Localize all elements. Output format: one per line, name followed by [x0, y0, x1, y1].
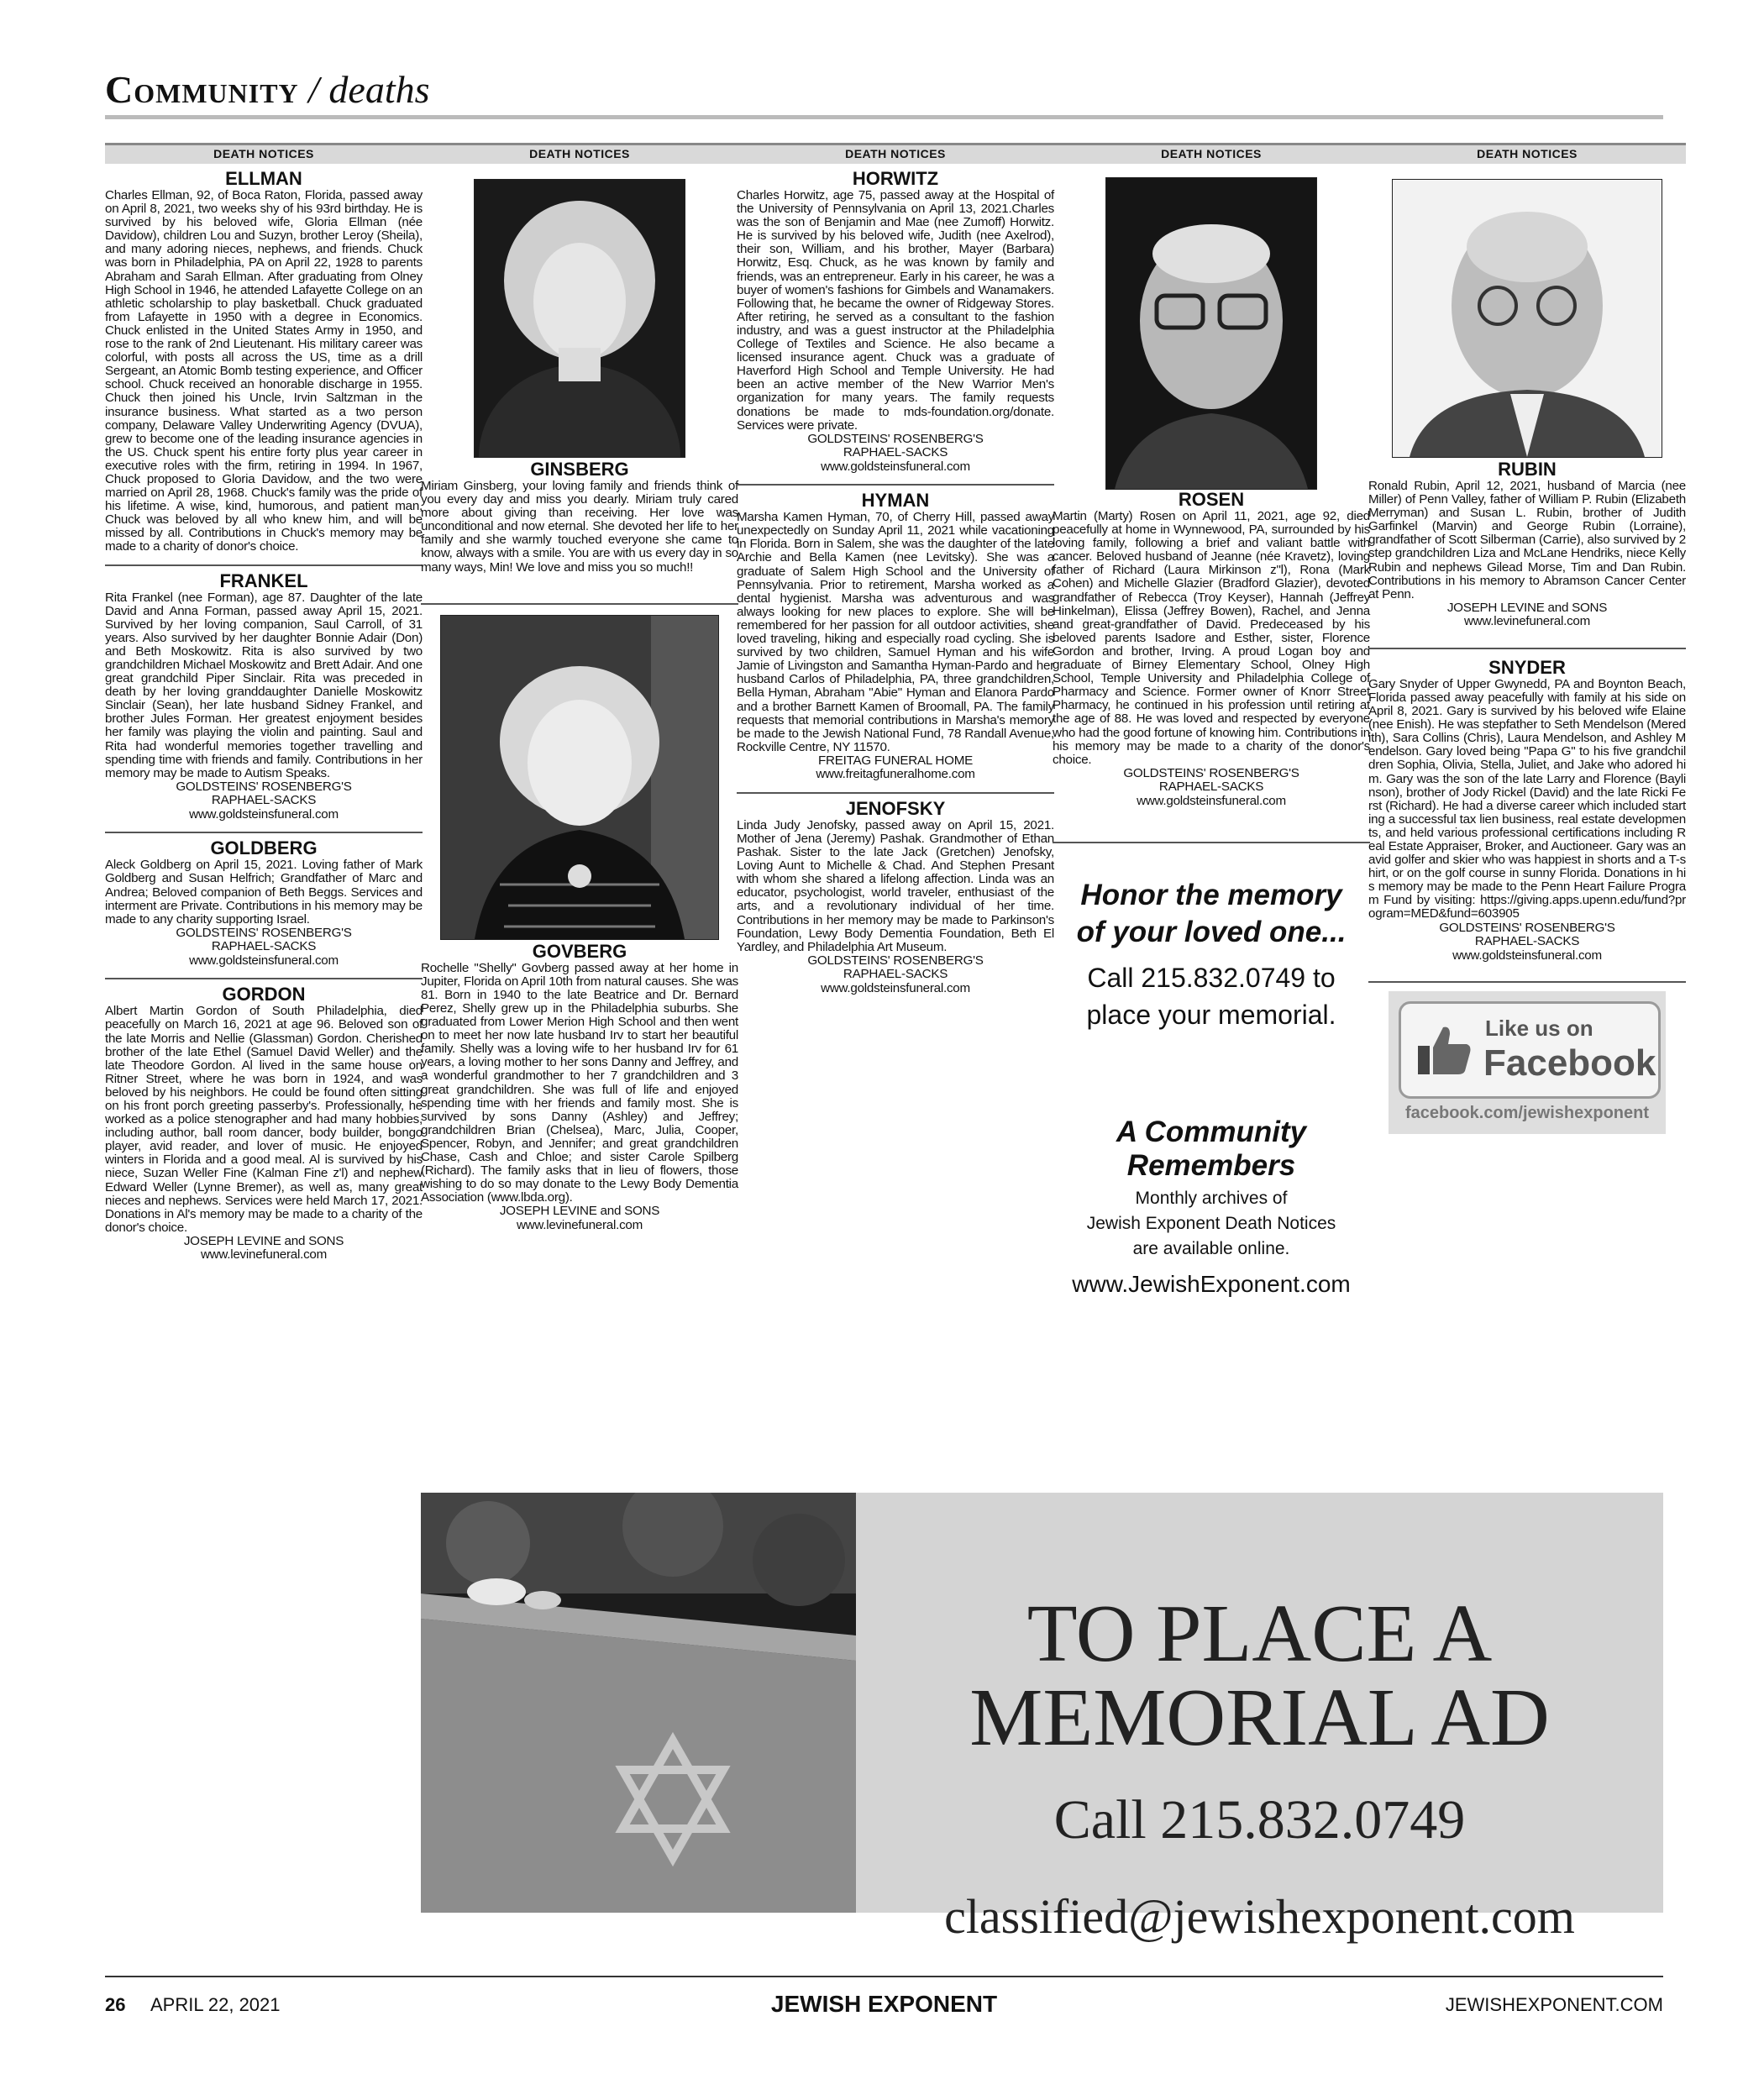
headstone-star-image — [421, 1493, 856, 1913]
obituary-text: Charles Ellman, 92, of Boca Raton, Florida, passed away on April 8, 2021, two weeks shy of his 93rd birthday. He is survived by his beloved wife, Gloria Ellman (née Davidow), children Lou and Suzyn, brother Leroy (Sheila), and many adoring nieces, nephews, and friends. Chuck was born in Philadelphia, PA on April 22, 1928 to parents Abraham and Sarah Ellman. After graduating from Olney High School in 1946, he attended Lafayette College on an athletic scholarship to play basketball. Chuck graduated from Lafayette in 1950 with a degree in Economics. Chuck enlisted in the United States Army in 1950, and rose to the rank of 2nd Lieutenant. His military career was colorful, with posts all across the US, time as a drill Sergeant, an Atomic Bomb testing experience, and Officer school. Chuck received an honorable discharge in 1955. Chuck then joined his Uncle, Irvin Saltzman in the insurance business. What started as a two person company, Delaware Valley Underwriting Agency (DVUA), grew to become one of the leading insurance agencies in the US. Chuck spent his entire forty plus year career in executive roles with the firm, retiring in 1994. In 1967, Chuck proposed to Gloria Davidow, and the two were married on April 28, 1968. Chuck's family was the pride of his lifetime. A wise, kind, humorous, and patient man, Chuck was beloved by all who knew him, and will be missed by all. Contributions in Chuck's memory may be made to a charity of donor's choice. — [105, 188, 423, 554]
funeral-home: JOSEPH LEVINE and SONS — [1446, 600, 1608, 615]
funeral-home: GOLDSTEINS' ROSENBERG'S RAPHAEL-SACKS — [176, 779, 352, 808]
obituary-text: Aleck Goldberg on April 15, 2021. Loving father of Mark Goldberg and Susan Helfrich; Grandfather of Marc and Andrea; Beloved companion of Beth Beggs. Services and interment are Private. Contributions in his memory may be made to any charity supporting Israel. — [105, 858, 423, 927]
header-rule — [105, 115, 1663, 119]
obituary-ellman — [105, 169, 423, 554]
promo-text: Call 215.832.0749 to — [1087, 963, 1336, 994]
ad-phone[interactable]: Call 215.832.0749 — [1053, 1789, 1466, 1851]
divider — [1368, 648, 1686, 649]
funeral-home: JOSEPH LEVINE and SONS — [499, 1204, 660, 1219]
funeral-home: GOLDSTEINS' ROSENBERG'S RAPHAEL-SACKS — [807, 953, 984, 982]
divider — [1053, 842, 1370, 843]
death-notices-bar: DEATH NOTICES — [1368, 143, 1686, 164]
obituary-horwitz — [737, 169, 1054, 474]
ad-headline: TO PLACE A — [1026, 1588, 1493, 1679]
ad-email[interactable]: classified@jewishexponent.com — [944, 1889, 1575, 1944]
issue-date: APRIL 22, 2021 — [150, 1994, 281, 2015]
death-notices-bar: DEATH NOTICES — [1053, 143, 1370, 164]
promo-text: Jewish Exponent Death Notices — [1086, 1214, 1336, 1234]
obituary-text: Linda Judy Jenofsky, passed away on April 15, 2021. Mother of Jena (Jeremy) Pashak. Grandmother of Ethan Pashak. Sister to the late Jack (Gretchen) Jenofsky, Loving Aunt to Michelle & Chad. And Stephen Presant with whom she shared a lifelong affection. Linda was an educator, psychologist, world traveler, enthusiast of the arts, and a revolutionary individual of her time. Contributions in her memory may be made to Parkinson's Foundation, Lewy Body Dementia Foundation, Beth El Yardley, and Philadelphia Art Museum. — [737, 817, 1054, 954]
column-5 — [1368, 143, 1686, 1134]
death-notices-bar: DEATH NOTICES — [105, 143, 423, 164]
facebook-promo[interactable] — [1389, 991, 1666, 1134]
divider — [737, 484, 1054, 486]
column-2 — [421, 143, 738, 1232]
funeral-home: GOLDSTEINS' ROSENBERG'S RAPHAEL-SACKS — [176, 925, 352, 954]
funeral-home: GOLDSTEINS' ROSENBERG'S RAPHAEL-SACKS — [1439, 920, 1615, 949]
honor-memory-promo — [1053, 877, 1370, 1033]
obituary-ginsberg — [421, 459, 738, 575]
obituary-name: GORDON — [222, 984, 306, 1005]
portrait-photo-govberg — [440, 615, 719, 940]
obituary-name: HYMAN — [861, 490, 930, 512]
obituary-rubin — [1368, 459, 1686, 629]
divider — [105, 564, 423, 566]
obituary-text: Rochelle "Shelly" Govberg passed away at her home in Jupiter, Florida on April 10th from natural causes. She was 81. Born in 1940 to the late Beatrice and Dr. Bernard Perez, Shelly grew up in the Philadelphia suburbs. She graduated from Lower Merion High School and then went on to meet her now late husband Irv to start her beautiful family. Shelly was a loving wife to her husband Irv for 61 years, a loving mother to her sons Danny and Jeffrey, and a wonderful grandmother to her 7 grandchildren and 3 great grandchildren. She was full of life and enjoyed spending time with her friends and family most. She is survived by sons Danny (Ashley) and Jeffrey; grandchildren Brian (Chelsea), Marc, Julia, Cooper, Spencer, Robyn, and Jennifer; and great grandchildren Chase, Cash and Chloe; and sister Carole Spilberg (Richard). The family asks that in lieu of flowers, those wishing to do so may donate to the Lewy Body Dementia Association (www.lbda.org). — [421, 960, 738, 1205]
obituary-text: Miriam Ginsberg, your loving family and friends think of you every day and miss you dearly. Miriam truly cared more about giving than receiving. Her love was unconditional and now eternal. She devoted her life to her family and she warmly touched everyone she came to know, always with a smile. You are with us every day in so many ways, Min! We love and miss you so much!! — [421, 479, 738, 575]
funeral-home: JOSEPH LEVINE and SONS — [183, 1233, 344, 1248]
funeral-home-url: www.goldsteinsfuneral.com — [1452, 948, 1602, 963]
funeral-home-url: www.levinefuneral.com — [1463, 614, 1591, 629]
obituary-name: GOLDBERG — [210, 837, 318, 859]
facebook-wordmark: Facebook — [1483, 1042, 1656, 1084]
divider — [421, 603, 738, 605]
obituary-snyder — [1368, 658, 1686, 963]
community-remembers-promo — [1053, 1116, 1370, 1302]
promo-headline: A Community — [1116, 1116, 1307, 1149]
obituary-goldberg — [105, 838, 423, 968]
obituary-text: Ronald Rubin, April 12, 2021, husband of Marcia (nee Miller) of Penn Valley, father of William P. Rubin (Elizabeth Merryman) and Susan L. Rubin, brother of Judith Garfinkel (Marvin) and George Rubin (Lorraine), grandfather of Scott Silberman (Carrie), also survived by 2 step grandchildren Liza and McLane Hendriks, niece Kelly Rubin and nephews Gilead Morse, Tim and Dan Rubin. Contributions in his memory to Abramson Cancer Center at Penn. — [1368, 479, 1686, 601]
column-3 — [737, 143, 1054, 995]
thumbs-up-icon — [1415, 1021, 1473, 1079]
obituary-name: SNYDER — [1488, 656, 1566, 678]
memorial-ad[interactable] — [421, 1493, 1663, 1944]
portrait-photo-rosen — [1105, 177, 1317, 490]
obituary-hyman — [737, 491, 1054, 782]
obituary-text: Rita Frankel (nee Forman), age 87. Daughter of the late David and Anna Forman, passed away April 15, 2021. Survived by her loving companion, Saul Carroll, of 31 years. Also survived by her daughter Bonnie Adair (Don) and Beth Moskowitz. Rita is also survived by two grandchildren Michael Moskowitz and Brett Adair. And one great grandchild Piper Sinclair. Rita was preceded in death by her loving granddaughter Danielle Moskowitz Sinclair (Sean), her late husband Sidney Frankel, and brother Jules Forman. Her greatest enjoyment besides her family was playing the violin and painting. Saul and Rita had wonderful memories together travelling and spending time with friends and family. Contributions in her memory may be made to Autism Speaks. — [105, 590, 423, 780]
section-title: Community — [105, 68, 299, 111]
obituary-name: HORWITZ — [852, 168, 939, 189]
funeral-home-url: www.levinefuneral.com — [200, 1247, 328, 1263]
promo-headline: Remembers — [1126, 1149, 1296, 1183]
promo-headline: Honor the memory — [1080, 879, 1342, 912]
obituary-name: FRANKEL — [219, 570, 308, 591]
funeral-home: FREITAG FUNERAL HOME — [817, 753, 973, 768]
obituary-frankel — [105, 571, 423, 822]
funeral-home: GOLDSTEINS' ROSENBERG'S RAPHAEL-SACKS — [1123, 765, 1299, 795]
obituary-name: ELLMAN — [225, 168, 302, 189]
page-number: 26 — [105, 1994, 126, 2015]
promo-headline: of your loved one... — [1076, 916, 1347, 949]
divider — [105, 978, 423, 979]
publication-website[interactable]: JEWISHEXPONENT.COM — [1445, 1994, 1663, 2015]
divider — [737, 792, 1054, 794]
page-footer — [105, 1989, 1663, 2019]
obituary-name: JENOFSKY — [845, 797, 946, 819]
funeral-home-url: www.freitagfuneralhome.com — [816, 767, 975, 782]
obituary-name: ROSEN — [1178, 489, 1245, 510]
obituary-jenofsky — [737, 799, 1054, 995]
funeral-home-url: www.goldsteinsfuneral.com — [1137, 793, 1286, 808]
ad-headline: MEMORIAL AD — [969, 1672, 1550, 1763]
promo-text: are available online. — [1132, 1239, 1290, 1259]
divider — [105, 832, 423, 833]
promo-text: Monthly archives of — [1135, 1189, 1288, 1209]
section-subtitle: / deaths — [298, 68, 430, 111]
divider — [1368, 981, 1686, 983]
obituary-name: GINSBERG — [530, 459, 629, 480]
obituary-text: Charles Horwitz, age 75, passed away at the Hospital of the University of Pennsylvania on April 13, 2021.Charles was the son of Benjamin and Mae (nee Zumoff) Horwitz. He is survived by his beloved wife, Judith (nee Axelrod), their son, William, and his brother, Mayer (Barbara) Horwitz, Esq. Chuck, as he was known by family and friends, was an entrepreneur. Early in his career, he was a buyer of women's fashions for Gimbels and Wanamakers. Following that, he became the owner of Ridgeway Stores. After retiring, he served as a consultant to the fashion industry, and was a guest instructor at the Philadelphia College of Textiles and Science. He also became a licensed insurance agent. Chuck was a graduate of Haverford High School and Temple University. He had been an active member of the New Warrior Men's organization for many years. The family requests donations be made to mds-foundation.org/donate. Services were private. — [737, 188, 1054, 433]
page-header — [105, 67, 1663, 118]
column-4 — [1053, 143, 1370, 1302]
death-notices-bar: DEATH NOTICES — [737, 143, 1054, 164]
obituary-text: Gary Snyder of Upper Gwynedd, PA and Boynton Beach, Florida passed away peacefully with family at his side on April 8, 2021. Gary is survived by his beloved wife Elaine (nee Enish). He was stepfather to Seth Mendelson (Meredith), Sara Collins (Chris), Laura Mendelson, and Ashley Mendelson. Gary loved being "Papa G" to his five grandchildren Sophia, Olivia, Stella, Juliet, and Jake who adored him. Gary was the son of the late Larry and Florence (Baylinson), brother of Jody Rickel (David) and the late Ricki Ferst (Richard). He had a diverse career which included starting a successful tax lien business, real estate developments, and held various professional certifications including Real Estate Appraiser, Broker, and Auctioneer. Gary was an avid golfer and skier who was happiest in shorts and a T-shirt, or on the golf course in sunny Florida. Donations in his memory may be made to the Penn Heart Failure Program Fund by visiting: https://giving.apps.upenn.edu/fund?program=MED&fund=603905 — [1368, 676, 1686, 921]
funeral-home: GOLDSTEINS' ROSENBERG'S RAPHAEL-SACKS — [807, 431, 984, 460]
obituary-name: RUBIN — [1498, 459, 1557, 480]
death-notices-bar: DEATH NOTICES — [421, 143, 738, 164]
facebook-url[interactable]: facebook.com/jewishexponent — [1404, 1104, 1650, 1123]
publication-name: JEWISH EXPONENT — [770, 1991, 998, 2017]
portrait-photo-rubin — [1392, 179, 1662, 458]
obituary-text: Martin (Marty) Rosen on April 11, 2021, age 92, died peacefully at home in Wynnewood, PA, surrounded by his loving family, following a brief and valiant battle with cancer. Beloved husband of Jeanne (née Kravetz), loving father of Richard (Laura Mirkinson z"l), Rona (Mark Cohen) and Michelle Glazier (Bradford Glazier), devoted grandfather of Rebecca (Troy Keyser), Hannah (Jeffrey Hinkelman), Elissa (Jeffrey Bowen), Rachel, and Jenna and great-grandfather of David. Predeceased by his beloved parents Isadore and Esther, sister, Florence Gordon and brother, Irving. A proud Logan boy and graduate of Birney Elementary School, Olney High School, Temple University and Philadelphia College of Pharmacy and Science. Former owner of Knorr Street Pharmacy, he continued in his profession until retiring at the age of 88. He was loved and respected by everyone who had the good fortune of knowing him. Contributions in his memory may be made to a charity of the donor's choice. — [1053, 509, 1370, 767]
website-link[interactable]: www.JewishExponent.com — [1072, 1271, 1351, 1298]
column-1 — [105, 143, 423, 1263]
obituary-gordon — [105, 984, 423, 1263]
obituary-text: Albert Martin Gordon of South Philadelphia, died peacefully on March 16, 2021 at age 96. Beloved son of the late Morris and Nellie (Glassman) Gordon. Cherished brother of the late Ethel (Samuel David Weller) and the late Theodore Gordon. Al lived in the same house on Ritner Street, where he was born in 1924, and was beloved by his neighbors. He could be found often sitting on his front porch greeting passerby's. Professionally, he worked as a police stenographer and had many hobbies, including author, ball room dancer, body builder, bongo player, avid reader, and lover of music. He enjoyed winters in Florida and a good meal. Al is survived by his niece, Suzan Weller Fine (Kalman Fine z'l) and nephew Edward Weller (Lynne Bremer), as well as, many great nieces and nephews. Services were held March 17, 2021. Donations in Al's memory may be made to a charity of the donor's choice. — [105, 1004, 423, 1235]
funeral-home-url: www.goldsteinsfuneral.com — [821, 459, 970, 474]
portrait-photo-ginsberg — [474, 179, 685, 458]
obituary-rosen — [1053, 490, 1370, 808]
footer-rule — [105, 1976, 1663, 1977]
funeral-home-url: www.goldsteinsfuneral.com — [821, 980, 970, 995]
funeral-home-url: www.goldsteinsfuneral.com — [189, 806, 339, 822]
funeral-home-url: www.goldsteinsfuneral.com — [189, 953, 339, 968]
obituary-govberg — [421, 942, 738, 1233]
obituary-text: Marsha Kamen Hyman, 70, of Cherry Hill, passed away unexpectedly on Sunday April 11, 2021 while vacationing in Florida. Born in Salem, she was the daughter of the late Archie and Bella Kamen (nee Levitsky). She was a graduate of Salem High School and the University of Pennsylvania. Prior to retirement, Marsha worked as a dental hygienist. Marsha was adventurous and was always looking for new places to explore. She will be remembered for her passion for all outdoor activities, she loved traveling, hiking and especially road cycling. She is survived by two children, Samuel Hyman and his wife Jamie of Livingston and Samantha Hyman-Pardo and her husband Carlos of Philadelphia, PA, three grandchildren, Bella Hyman, Abraham "Abie" Hyman and Elanora Pardo and a brother Barnett Kamen of Broomall, PA. The family requests that memorial contributions in Marsha's memory be made to the Jewish National Fund, 78 Randall Avenue, Rockville Centre, NY 11570. — [737, 510, 1054, 754]
obituary-name: GOVBERG — [532, 940, 627, 962]
funeral-home-url: www.levinefuneral.com — [516, 1217, 643, 1232]
promo-text: place your memorial. — [1086, 1000, 1336, 1031]
like-us-label: Like us on — [1485, 1016, 1593, 1042]
ad-text — [856, 1493, 1663, 1944]
